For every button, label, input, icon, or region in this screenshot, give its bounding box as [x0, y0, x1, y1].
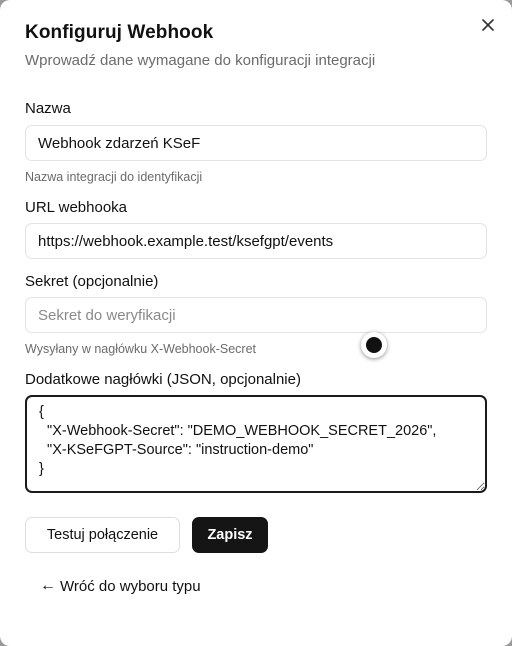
cursor-indicator — [361, 332, 387, 358]
arrow-left-icon: ← — [40, 577, 56, 594]
back-link[interactable] — [40, 577, 201, 595]
secret-input[interactable] — [25, 297, 487, 333]
name-help-text: Nazwa integracji do identyfikacji — [25, 170, 203, 184]
url-input[interactable] — [25, 223, 487, 259]
secret-label: Sekret (opcjonalnie) — [25, 273, 159, 290]
dialog-title: Konfiguruj Webhook — [25, 22, 214, 43]
close-button[interactable] — [478, 14, 498, 36]
name-label: Nazwa — [25, 100, 71, 117]
url-label: URL webhooka — [25, 199, 128, 216]
test-connection-button[interactable]: Testuj połączenie — [25, 517, 180, 553]
headers-textarea[interactable] — [25, 395, 487, 493]
dialog-subtitle: Wprowadź dane wymagane do konfiguracji integracji — [25, 52, 376, 69]
name-input[interactable] — [25, 125, 487, 161]
headers-label: Dodatkowe nagłówki (JSON, opcjonalnie) — [25, 371, 301, 388]
back-link-label: Wróć do wyboru typu — [60, 577, 201, 595]
save-button[interactable]: Zapisz — [192, 517, 268, 553]
secret-help-text: Wysyłany w nagłówku X-Webhook-Secret — [25, 342, 256, 356]
cursor-indicator-dot — [366, 337, 382, 353]
close-icon — [482, 19, 494, 31]
